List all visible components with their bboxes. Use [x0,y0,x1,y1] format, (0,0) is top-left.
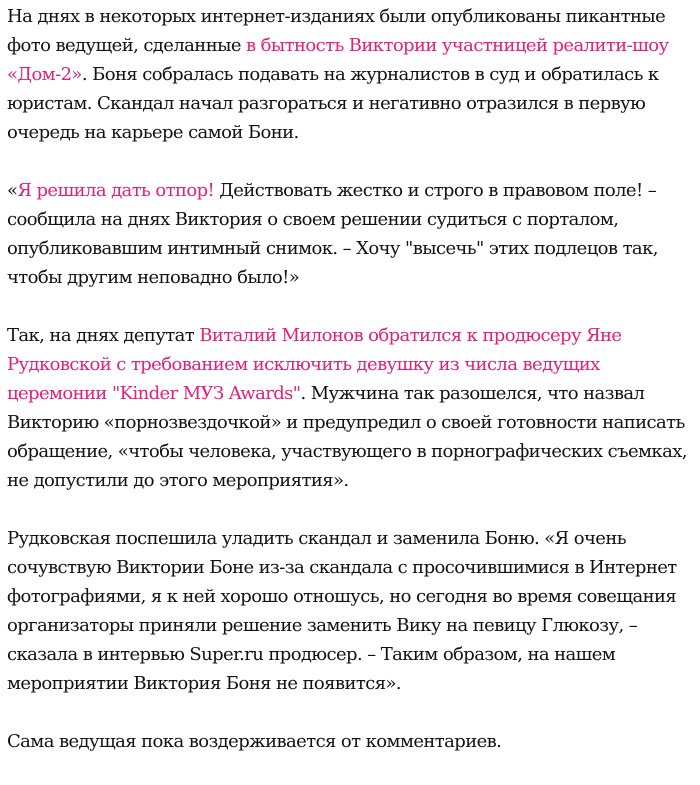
paragraph-text: Сама ведущая пока воздерживается от комментариев. [7,731,502,752]
paragraph-text: Так, на днях депутат [7,325,200,346]
paragraph-4 [7,524,697,698]
article-link-otpor[interactable]: Я решила дать отпор! [17,180,215,201]
paragraph-text: . Мужчина так разошелся, что назвал Викторию «порнозвездочкой» и предупредил о своей готовности написать обращение, «чтобы человека, участвующего в порнографических съемках, не допустили до этого мероприятия». [7,383,687,491]
paragraph-1 [7,2,697,147]
paragraph-text: Действовать жестко и строго в правовом поле! – сообщила на днях Виктория о своем решении судиться с порталом, опубликовавшим интимный снимок. – Хочу "высечь" этих подлецов так, чтобы другим неповадно было!» [7,180,658,288]
paragraph-text: « [7,180,18,201]
paragraph-3 [7,321,697,495]
paragraph-text: На днях в некоторых интернет-изданиях были опубликованы пикантные фото ведущей, сделанные [7,6,666,56]
paragraph-2 [7,176,697,292]
article-body [7,2,697,785]
article-link-dom2[interactable]: в бытность Виктории участницей реалити-шоу «Дом-2» [7,35,669,85]
paragraph-text: Рудковская поспешила уладить скандал и заменила Боню. «Я очень сочувствую Виктории Боне из-за скандала с просочившимися в Интернет фотографиями, я к ней хорошо отношусь, но сегодня во время совещания организаторы приняли решение заменить Вику на певицу Глюкозу, – сказала в интервью Super.ru продюсер. – Таким образом, на нашем мероприятии Виктория Боня не появится». [7,528,677,694]
article-link-milonov[interactable]: Виталий Милонов обратился к продюсеру Яне Рудковской с требованием исключить девушку из числа ведущих церемонии "Kinder МУЗ Awards" [7,325,622,404]
paragraph-5 [7,727,697,756]
paragraph-text: . Боня собралась подавать на журналистов в суд и обратилась к юристам. Скандал начал разгораться и негативно отразился в первую очередь на карьере самой Бони. [7,64,659,143]
